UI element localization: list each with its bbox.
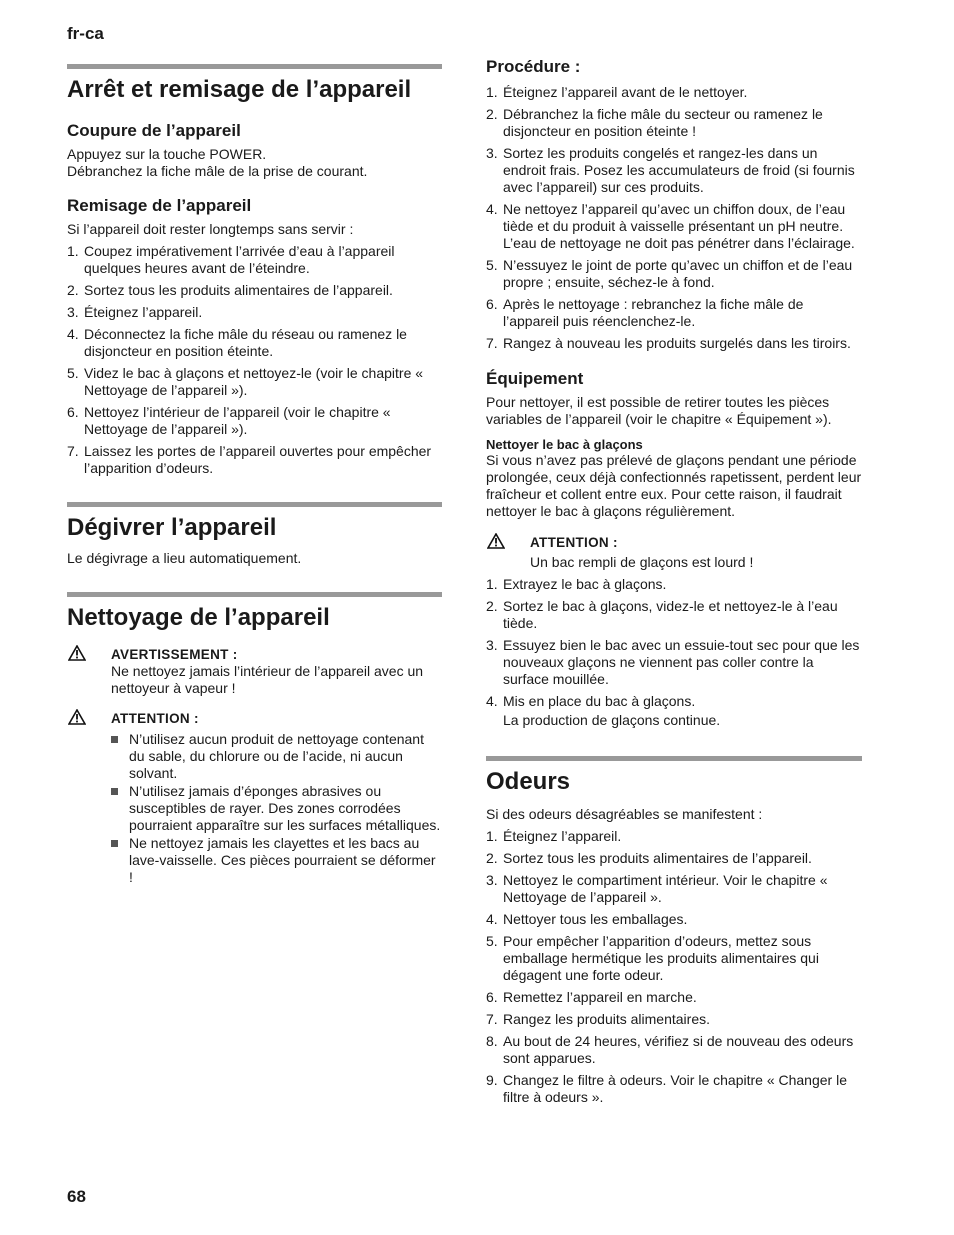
list-item: 3. Éteignez l’appareil.	[67, 304, 203, 320]
left-column	[67, 64, 442, 887]
list-item: Ne nettoyez jamais les clayettes et les bacs au lave-vaisselle. Ces pièces pourraient se déformer !	[111, 835, 442, 886]
list-item: 2. Sortez tous les produits alimentaires de l’appareil.	[486, 850, 812, 866]
list-item: 3. Sortez les produits congelés et rangez-les dans un endroit frais. Posez les accumulateurs de froid (si fournis avec l’appareil) sur ces produits.	[486, 145, 855, 195]
warning-triangle-icon	[487, 533, 505, 549]
section-title-nettoyage: Nettoyage de l’appareil	[67, 604, 330, 631]
warning-triangle-icon	[68, 645, 86, 661]
square-bullet-icon	[111, 840, 118, 847]
list-item: 8. Au bout de 24 heures, vérifiez si de nouveau des odeurs sont apparues.	[486, 1033, 854, 1066]
paragraph: Débranchez la fiche mâle de la prise de courant.	[67, 163, 368, 179]
language-code: fr-ca	[67, 24, 104, 43]
paragraph: Si des odeurs désagréables se manifestent :	[486, 806, 763, 822]
list-item: 1. Éteignez l’appareil avant de le nettoyer.	[486, 84, 748, 100]
list-item: N’utilisez jamais d’éponges abrasives ou susceptibles de rayer. Des zones corrodées pourraient apparaître sur les surfaces métalliques.	[111, 783, 442, 834]
list-item: 4. Nettoyer tous les emballages.	[486, 911, 688, 927]
paragraph: Le dégivrage a lieu automatiquement.	[67, 550, 302, 566]
list-item: 6. Après le nettoyage : rebranchez la fiche mâle de l’appareil puis réenclenchez-le.	[486, 296, 804, 329]
list-item: 1. Coupez impérativement l’arrivée d’eau à l’appareil quelques heures avant de l’éteindre.	[67, 243, 395, 276]
section-title-arret: Arrêt et remisage de l’appareil	[67, 76, 412, 103]
warning-label: AVERTISSEMENT :	[111, 647, 238, 662]
square-bullet-icon	[111, 788, 118, 795]
paragraph: Appuyez sur la touche POWER.	[67, 146, 267, 162]
list-item: 4. Ne nettoyez l’appareil qu’avec un chiffon doux, de l’eau tiède et du produit à vaisselle présentant un pH neutre. L’eau de nettoyage ne doit pas pénétrer dans l’éclairage.	[486, 201, 855, 251]
caution-block	[67, 710, 442, 886]
subsection-title-coupure: Coupure de l’appareil	[67, 121, 241, 140]
caution-text: Un bac rempli de glaçons est lourd !	[530, 554, 754, 570]
paragraph: La production de glaçons continue.	[503, 712, 721, 728]
list-item: 1. Extrayez le bac à glaçons.	[486, 576, 667, 592]
list-item: 3. Nettoyez le compartiment intérieur. Voir le chapitre « Nettoyage de l’appareil ».	[486, 872, 828, 905]
warning-block	[67, 646, 442, 697]
section-rule	[67, 592, 442, 597]
square-bullet-icon	[111, 736, 118, 743]
list-item: 4. Mis en place du bac à glaçons.	[486, 693, 696, 709]
section-rule	[67, 502, 442, 507]
list-item: N’utilisez aucun produit de nettoyage contenant du sable, du chlorure ou de l’acide, ni aucun solvant.	[111, 731, 442, 782]
list-item: 2. Sortez le bac à glaçons, videz-le et nettoyez-le à l’eau tiède.	[486, 598, 838, 631]
list-item: 2. Sortez tous les produits alimentaires de l’appareil.	[67, 282, 393, 298]
list-item: 3. Essuyez bien le bac avec un essuie-tout sec pour que les nouveaux glaçons ne viennent pas coller contre la surface mouillée.	[486, 637, 860, 687]
list-item: 5. Pour empêcher l’apparition d’odeurs, mettez sous emballage hermétique les produits alimentaires qui dégagent une forte odeur.	[486, 933, 819, 983]
caution-bullets	[111, 731, 442, 886]
remisage-steps	[67, 243, 442, 477]
list-item: 7. Rangez à nouveau les produits surgelés dans les tiroirs.	[486, 335, 851, 351]
paragraph: Si l’appareil doit rester longtemps sans servir :	[67, 221, 354, 237]
section-rule	[67, 64, 442, 69]
subsection-title-procedure: Procédure :	[486, 57, 581, 76]
subsection-title-remisage: Remisage de l’appareil	[67, 196, 252, 215]
list-item: 5. N’essuyez le joint de porte qu’avec un chiffon et de l’eau propre ; ensuite, séchez-le à fond.	[486, 257, 853, 290]
warning-triangle-icon	[68, 709, 86, 725]
page-number: 68	[67, 1187, 86, 1206]
list-item: 4. Déconnectez la fiche mâle du réseau ou ramenez le disjoncteur en position éteinte.	[67, 326, 407, 359]
caution-block	[486, 534, 862, 571]
right-column	[486, 56, 862, 1111]
subsection-title-bac: Nettoyer le bac à glaçons	[486, 437, 643, 452]
warning-text: Ne nettoyez jamais l’intérieur de l’appareil avec un nettoyeur à vapeur !	[111, 663, 424, 696]
caution-label: ATTENTION :	[530, 535, 618, 550]
list-item: 9. Changez le filtre à odeurs. Voir le chapitre « Changer le filtre à odeurs ».	[486, 1072, 847, 1105]
procedure-steps	[486, 84, 862, 352]
paragraph: Pour nettoyer, il est possible de retirer toutes les pièces variables de l’appareil (voir le chapitre « Équipement »).	[486, 394, 832, 427]
section-rule	[486, 756, 862, 761]
section-title-degivrer: Dégivrer l’appareil	[67, 514, 277, 541]
bac-steps	[486, 576, 862, 710]
list-item: 6. Nettoyez l’intérieur de l’appareil (voir le chapitre « Nettoyage de l’appareil »).	[67, 404, 391, 437]
list-item: 7. Rangez les produits alimentaires.	[486, 1011, 710, 1027]
caution-label: ATTENTION :	[111, 711, 199, 726]
section-title-odeurs: Odeurs	[486, 768, 571, 795]
list-item: 5. Videz le bac à glaçons et nettoyez-le (voir le chapitre « Nettoyage de l’appareil »).	[67, 365, 424, 398]
odeurs-steps	[486, 828, 862, 1106]
list-item: 6. Remettez l’appareil en marche.	[486, 989, 697, 1005]
list-item: 2. Débranchez la fiche mâle du secteur ou ramenez le disjoncteur en position éteinte !	[486, 106, 823, 139]
list-item: 1. Éteignez l’appareil.	[486, 828, 622, 844]
list-item: 7. Laissez les portes de l’appareil ouvertes pour empêcher l’apparition d’odeurs.	[67, 443, 432, 476]
paragraph: Si vous n’avez pas prélevé de glaçons pendant une période prolongée, ceux déjà confectionnés rapetissent, perdent leur fraîcheur et collent entre eux. Pour cette raison, il faudrait nettoyer le bac à glaçons régulièrement.	[486, 452, 862, 519]
subsection-title-equipement: Équipement	[486, 369, 584, 388]
